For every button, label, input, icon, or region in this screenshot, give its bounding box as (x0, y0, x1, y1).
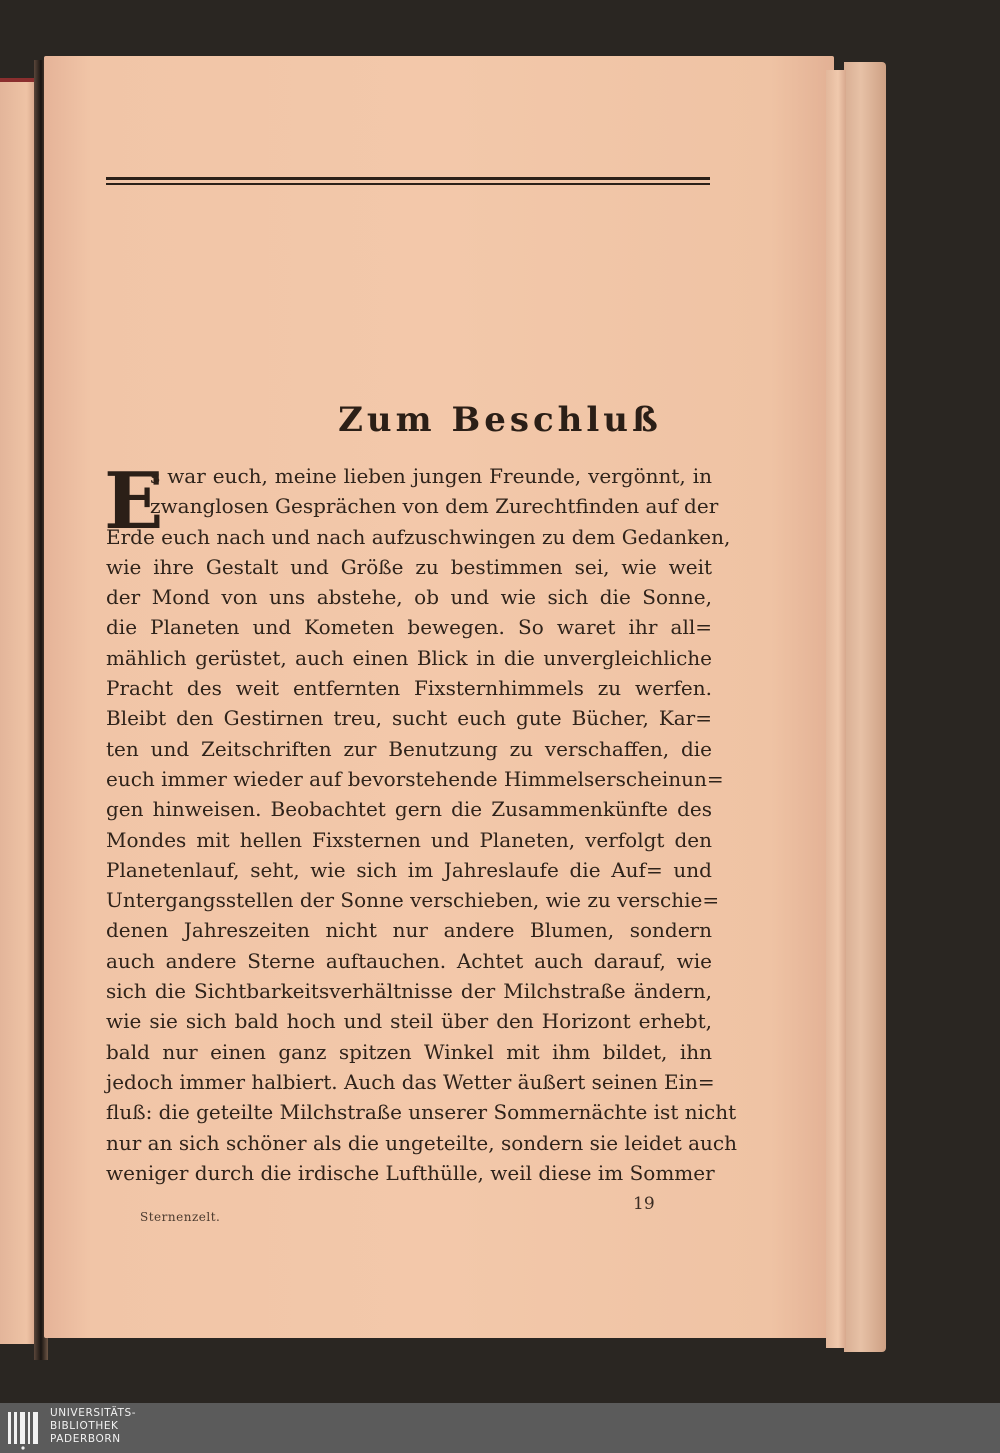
library-logo-icon (6, 1408, 42, 1450)
body-text (104, 456, 737, 1188)
text-line: s war euch, meine lieben jungen Freunde, vergönnt, in (150, 464, 712, 488)
text-line: wie ihre Gestalt und Größe zu bestimmen sei, wie weit (106, 554, 712, 579)
drop-cap: E (104, 456, 164, 547)
text-line: Erde euch nach und nach aufzuschwingen zu dem Gedanken, (106, 524, 731, 549)
page-number: 19 (633, 1194, 655, 1214)
text-line: wie sie sich bald hoch und steil über den Horizont erhebt, (106, 1009, 712, 1034)
header-rule-thin (106, 183, 710, 185)
text-line: denen Jahreszeiten nicht nur andere Blumen, sondern (106, 918, 712, 943)
text-line: gen hinweisen. Beobachtet gern die Zusammenkünfte des (106, 797, 712, 822)
text-line: jedoch immer halbiert. Auch das Wetter äußert seinen Ein= (106, 1069, 715, 1094)
text-line: euch immer wieder auf bevorstehende Himmelserscheinun= (106, 766, 724, 791)
library-footer-bar (0, 1403, 1000, 1453)
text-line: auch andere Sterne auftauchen. Achtet auch darauf, wie (106, 948, 712, 973)
text-line: die Planeten und Kometen bewegen. So waret ihr all= (106, 615, 712, 640)
page-edge (826, 70, 846, 1348)
text-line: der Mond von uns abstehe, ob und wie sich die Sonne, (106, 585, 712, 610)
library-name-line-2: BIBLIOTHEK (50, 1420, 119, 1432)
text-line: zwanglosen Gesprächen von dem Zurechtfinden auf der (150, 494, 719, 519)
library-name-line-3: PADERBORN (50, 1433, 121, 1445)
text-line: ten und Zeitschriften zur Benutzung zu verschaffen, die (106, 736, 712, 761)
library-name (50, 1407, 136, 1446)
header-rule-thick (106, 177, 710, 180)
text-line: Untergangsstellen der Sonne verschieben, wie zu verschie= (106, 888, 720, 913)
text-line: mählich gerüstet, auch einen Blick in die unvergleichliche (106, 645, 712, 670)
page-block-edge (844, 62, 886, 1352)
text-line: Pracht des weit entfernten Fixsternhimmels zu werfen. (106, 676, 712, 701)
text-line: Planetenlauf, seht, wie sich im Jahreslaufe die Auf= und (106, 857, 712, 882)
chapter-title: Zum Beschluß (338, 400, 662, 440)
text-line: nur an sich schöner als die ungeteilte, sondern sie leidet auch (106, 1130, 737, 1155)
printer-signature: Sternenzelt. (140, 1210, 221, 1224)
text-line: sich die Sichtbarkeitsverhältnisse der Milchstraße ändern, (106, 979, 712, 1004)
library-name-line-1: UNIVERSITÄTS- (50, 1407, 137, 1419)
text-line: fluß: die geteilte Milchstraße unserer Sommernächte ist nicht (106, 1100, 737, 1125)
text-line: Bleibt den Gestirnen treu, sucht euch gute Bücher, Kar= (106, 706, 712, 731)
left-page-edge (0, 78, 38, 1344)
text-line: Mondes mit hellen Fixsternen und Planeten, verfolgt den (106, 827, 712, 852)
text-line: weniger durch die irdische Lufthülle, weil diese im Sommer (106, 1160, 715, 1185)
text-line: bald nur einen ganz spitzen Winkel mit ihm bildet, ihn (106, 1039, 712, 1064)
